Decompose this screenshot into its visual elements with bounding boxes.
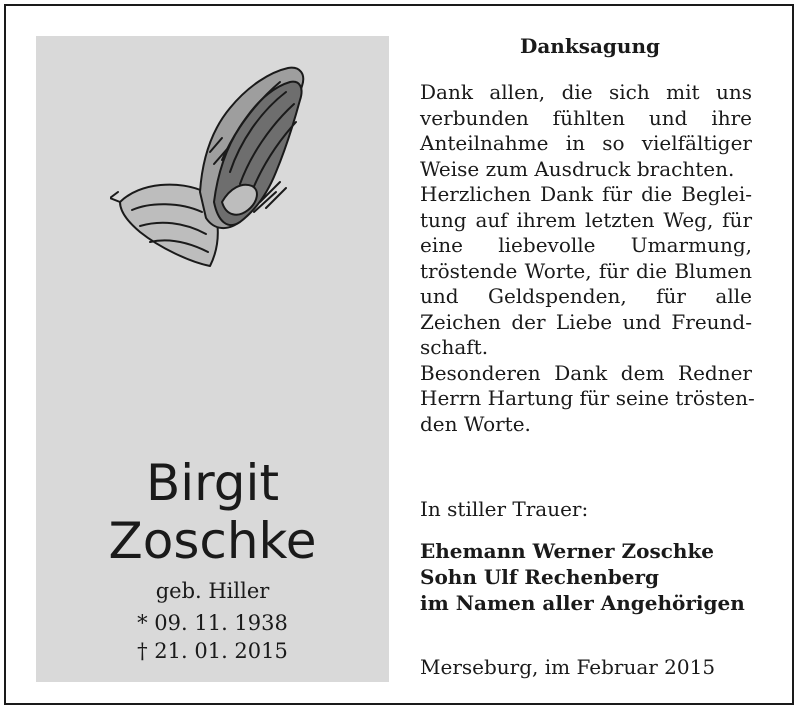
birth-date: * 09. 11. 1938 xyxy=(137,611,288,635)
memorial-panel xyxy=(36,36,389,682)
notice-line: Anteilnahme in so vielfältiger xyxy=(420,131,752,155)
notice-line: verbunden fühlten und ihre xyxy=(420,105,752,130)
obituary-card xyxy=(4,4,794,705)
in-mourning-label: In stiller Trauer: xyxy=(420,497,589,521)
notice-heading: Danksagung xyxy=(520,34,660,58)
signer-line: im Namen aller Angehörigen xyxy=(420,591,745,615)
notice-line: tung auf ihrem letzten Weg, für xyxy=(420,207,752,232)
notice-line: Herzlichen Dank für die Beglei- xyxy=(420,182,752,206)
death-date: † 21. 01. 2015 xyxy=(137,639,288,663)
notice-line: Zeichen der Liebe und Freund- xyxy=(420,309,752,334)
notice-column xyxy=(420,32,755,679)
notice-line: tröstende Worte, für die Blumen xyxy=(420,258,752,283)
signer-line: Sohn Ulf Rechenberg xyxy=(420,565,659,589)
notice-line: und Geldspenden, für alle xyxy=(420,284,752,308)
notice-line: Herrn Hartung für seine trösten- xyxy=(420,386,755,410)
notice-line: schaft. xyxy=(420,335,489,359)
signers-block xyxy=(420,538,745,616)
notice-body xyxy=(420,80,755,437)
praying-hands-icon xyxy=(110,52,310,272)
notice-line: Dank allen, die sich mit uns xyxy=(420,80,752,104)
birth-name: geb. Hiller xyxy=(155,579,270,603)
notice-line: eine liebevolle Umarmung, xyxy=(420,233,752,257)
notice-line: Besonderen Dank dem Redner xyxy=(420,360,752,385)
deceased-first-name: Birgit xyxy=(145,454,280,512)
signer-line: Ehemann Werner Zoschke xyxy=(420,539,715,563)
place-date: Merseburg, im Februar 2015 xyxy=(420,655,716,679)
deceased-last-name: Zoschke xyxy=(108,512,317,570)
notice-line: den Worte. xyxy=(420,411,531,436)
notice-line: Weise zum Ausdruck brachten. xyxy=(420,156,735,181)
